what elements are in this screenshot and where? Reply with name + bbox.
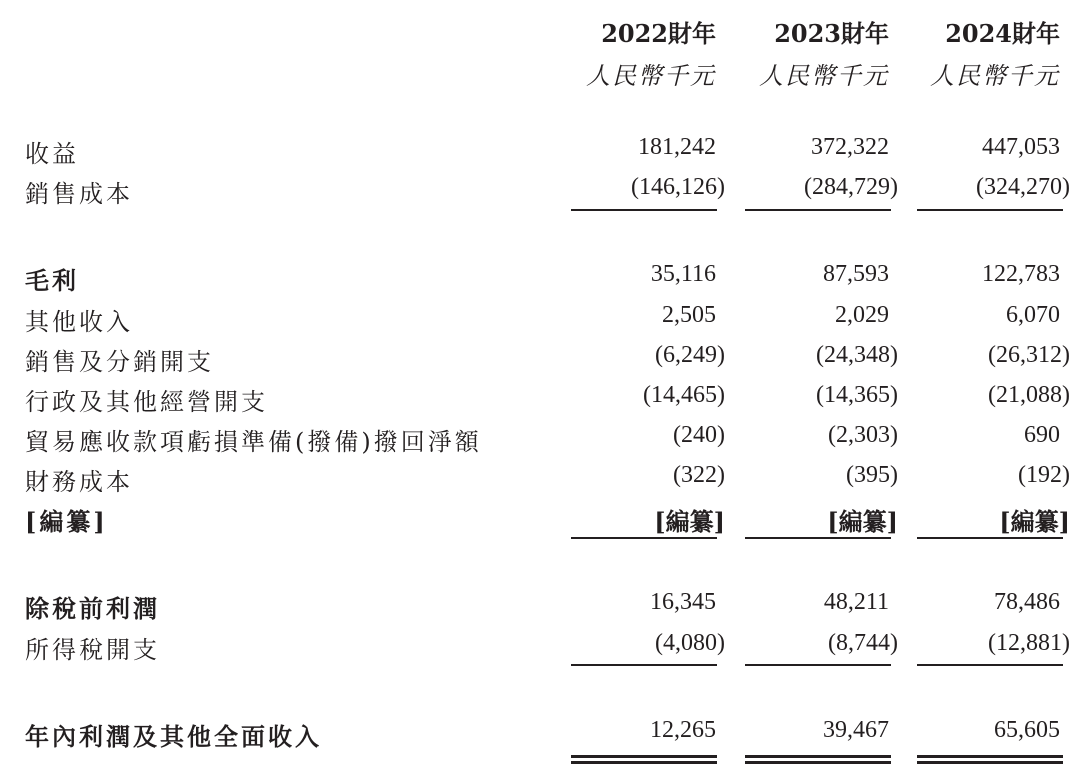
value-2024: 65,605 — [994, 717, 1060, 743]
row-label: 財務成本 — [25, 468, 133, 496]
row-other-income — [0, 302, 1080, 338]
row-label: 其他收入 — [25, 308, 133, 336]
value-2022: (14,465) — [643, 382, 725, 408]
row-label: 行政及其他經營開支 — [25, 388, 268, 416]
value-2024: (21,088) — [988, 382, 1070, 408]
value-2022: (146,126) — [631, 174, 725, 200]
subtotal-rule — [571, 664, 717, 666]
row-revenue — [0, 134, 1080, 170]
value-2024: 6,070 — [1006, 302, 1060, 328]
value-2023: (395) — [846, 462, 898, 488]
row-label: 所得稅開支 — [25, 636, 160, 664]
total-double-rule — [917, 755, 1063, 764]
value-2022: [編纂] — [654, 507, 725, 536]
row-income-tax — [0, 630, 1080, 666]
value-2024: 122,783 — [982, 261, 1060, 287]
row-label: 銷售及分銷開支 — [25, 348, 214, 376]
row-label: 收益 — [25, 140, 79, 168]
row-profit-before-tax — [0, 589, 1080, 625]
value-2024: 447,053 — [982, 134, 1060, 160]
value-2024: (192) — [1018, 462, 1070, 488]
row-label: 除稅前利潤 — [25, 594, 160, 623]
row-label: 年內利潤及其他全面收入 — [25, 722, 322, 751]
subtotal-rule — [917, 209, 1063, 211]
value-2024: (12,881) — [988, 630, 1070, 656]
value-2023: 372,322 — [811, 134, 889, 160]
subtotal-rule — [745, 209, 891, 211]
value-2022: 12,265 — [650, 717, 716, 743]
row-cost-of-sales — [0, 174, 1080, 210]
value-2023: (284,729) — [804, 174, 898, 200]
unit-label-2024: 人民幣千元 — [930, 62, 1060, 90]
row-label: 毛利 — [25, 266, 79, 295]
value-2023: [編纂] — [827, 507, 898, 536]
value-2022: (4,080) — [655, 630, 725, 656]
row-selling-expenses — [0, 342, 1080, 378]
unit-label-2023: 人民幣千元 — [759, 62, 889, 90]
value-2024: 690 — [1024, 422, 1060, 448]
value-2023: (24,348) — [816, 342, 898, 368]
row-label: 貿易應收款項虧損準備(撥備)撥回淨額 — [25, 428, 482, 456]
value-2023: 87,593 — [823, 261, 889, 287]
row-profit-for-year — [0, 717, 1080, 753]
column-header-2023: 2023財年 — [774, 19, 889, 48]
value-2022: (322) — [673, 462, 725, 488]
value-2022: 2,505 — [662, 302, 716, 328]
value-2022: (6,249) — [655, 342, 725, 368]
row-label: [編纂] — [25, 507, 108, 536]
row-finance-costs — [0, 462, 1080, 498]
total-double-rule — [571, 755, 717, 764]
column-header-2022: 2022財年 — [601, 19, 716, 48]
row-redacted — [0, 502, 1080, 538]
row-gross-profit — [0, 261, 1080, 297]
subtotal-rule — [571, 537, 717, 539]
subtotal-rule — [917, 664, 1063, 666]
value-2023: (2,303) — [828, 422, 898, 448]
subtotal-rule — [745, 664, 891, 666]
total-double-rule — [745, 755, 891, 764]
row-admin-expenses — [0, 382, 1080, 418]
value-2024: (324,270) — [976, 174, 1070, 200]
row-label: 銷售成本 — [25, 180, 133, 208]
value-2023: (8,744) — [828, 630, 898, 656]
column-header-2024: 2024財年 — [945, 19, 1060, 48]
subtotal-rule — [917, 537, 1063, 539]
value-2022: (240) — [673, 422, 725, 448]
value-2023: 39,467 — [823, 717, 889, 743]
value-2023: (14,365) — [816, 382, 898, 408]
value-2022: 35,116 — [650, 261, 716, 287]
value-2023: 48,211 — [823, 589, 889, 615]
subtotal-rule — [571, 209, 717, 211]
value-2024: (26,312) — [988, 342, 1070, 368]
unit-label-2022: 人民幣千元 — [586, 62, 716, 90]
value-2024: [編纂] — [999, 507, 1070, 536]
row-impairment — [0, 422, 1080, 458]
value-2022: 181,242 — [638, 134, 716, 160]
value-2022: 16,345 — [650, 589, 716, 615]
value-2023: 2,029 — [835, 302, 889, 328]
subtotal-rule — [745, 537, 891, 539]
value-2024: 78,486 — [994, 589, 1060, 615]
